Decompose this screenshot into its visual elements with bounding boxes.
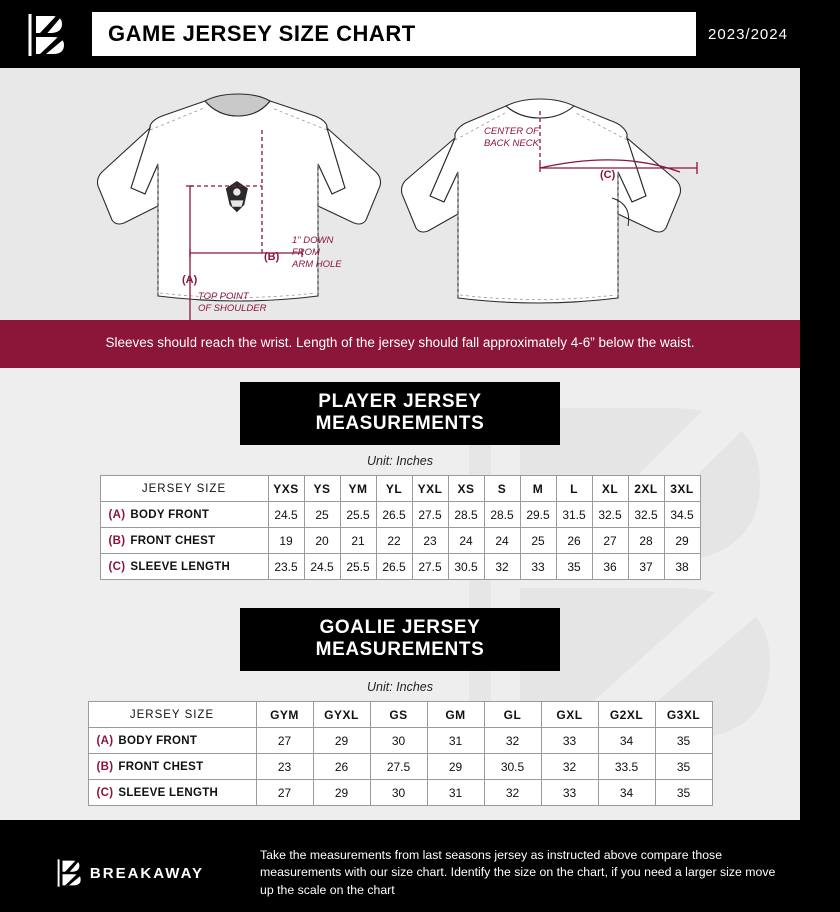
- goalie-measurement-cell: 33: [541, 780, 598, 806]
- goalie-measurement-cell: 27: [256, 728, 313, 754]
- player-measurement-cell: 37: [628, 554, 664, 580]
- player-measurement-cell: 32: [484, 554, 520, 580]
- player-measurement-cell: 28.5: [448, 502, 484, 528]
- table-row: [88, 728, 712, 754]
- jersey-diagram: [0, 68, 800, 320]
- player-measurement-cell: 27.5: [412, 502, 448, 528]
- player-measurement-cell: 25.5: [340, 554, 376, 580]
- table-row: [100, 528, 700, 554]
- goalie-measurement-cell: 32: [484, 780, 541, 806]
- player-measurement-cell: 30.5: [448, 554, 484, 580]
- goalie-measurement-cell: 30: [370, 780, 427, 806]
- table-row: [88, 754, 712, 780]
- player-measurement-cell: 23.5: [268, 554, 304, 580]
- player-section-title: PLAYER JERSEY MEASUREMENTS: [240, 382, 560, 445]
- player-measurement-cell: 26.5: [376, 502, 412, 528]
- player-measurement-cell: 23: [412, 528, 448, 554]
- player-measurement-cell: 32.5: [628, 502, 664, 528]
- goalie-measurement-cell: 27: [256, 780, 313, 806]
- goalie-measurement-cell: 30.5: [484, 754, 541, 780]
- goalie-size-header: GL: [484, 702, 541, 728]
- page-footer: [0, 834, 800, 912]
- back-jersey-illustration: [402, 106, 681, 303]
- goalie-measurement-cell: 23: [256, 754, 313, 780]
- player-size-header: S: [484, 476, 520, 502]
- player-measurement-cell: 36: [592, 554, 628, 580]
- player-measurement-cell: 28.5: [484, 502, 520, 528]
- player-measurement-cell: 26: [556, 528, 592, 554]
- marker-b-label: (B): [264, 251, 280, 263]
- page-title: GAME JERSEY SIZE CHART: [108, 21, 416, 46]
- player-measurement-cell: 25: [520, 528, 556, 554]
- player-measurement-cell: 25: [304, 502, 340, 528]
- goalie-measurements-table: [88, 701, 713, 806]
- goalie-measurement-cell: 27.5: [370, 754, 427, 780]
- goalie-measurement-cell: 32: [484, 728, 541, 754]
- player-size-header: YXL: [412, 476, 448, 502]
- goalie-section-title: GOALIE JERSEY MEASUREMENTS: [240, 608, 560, 671]
- goalie-measurement-cell: 33: [541, 728, 598, 754]
- breakaway-b-logo-icon: [26, 12, 66, 56]
- goalie-measurement-cell: 29: [313, 780, 370, 806]
- player-measurement-cell: 27: [592, 528, 628, 554]
- player-measurement-cell: 25.5: [340, 502, 376, 528]
- goalie-measurement-cell: 34: [598, 780, 655, 806]
- marker-c-label: (C): [600, 169, 616, 181]
- svg-text:BACK NECK: BACK NECK: [484, 138, 539, 149]
- player-measurement-cell: 24: [484, 528, 520, 554]
- player-measurement-cell: 24.5: [304, 554, 340, 580]
- player-measurement-cell: 38: [664, 554, 700, 580]
- measurements-area: [0, 368, 800, 834]
- goalie-size-header: G3XL: [655, 702, 712, 728]
- season-year: 2023/2024: [696, 12, 800, 56]
- page-header: [0, 0, 800, 68]
- goalie-table-header-row: [88, 702, 712, 728]
- row-marker: (B): [96, 760, 114, 773]
- goalie-size-header: GS: [370, 702, 427, 728]
- footer-brand-name: BREAKAWAY: [89, 864, 205, 882]
- player-measurements-table: [100, 475, 701, 580]
- table-row: [88, 780, 712, 806]
- goalie-measurement-cell: 29: [427, 754, 484, 780]
- player-size-header: 3XL: [664, 476, 700, 502]
- svg-text:TOP POINT: TOP POINT: [198, 291, 249, 302]
- player-size-header: YS: [304, 476, 340, 502]
- player-table-header-row: [100, 476, 700, 502]
- goalie-size-header: GM: [427, 702, 484, 728]
- footer-brand: [0, 857, 260, 889]
- goalie-unit-label: Unit: Inches: [366, 680, 433, 695]
- goalie-measurement-cell: 35: [655, 780, 712, 806]
- player-measurement-cell: 24.5: [268, 502, 304, 528]
- row-marker: (C): [108, 560, 126, 573]
- table-row: [100, 502, 700, 528]
- player-measurement-cell: 32.5: [592, 502, 628, 528]
- svg-text:OF SHOULDER: OF SHOULDER: [198, 303, 267, 314]
- goalie-row-label: (A) BODY FRONT: [88, 728, 256, 754]
- player-measurement-cell: 27.5: [412, 554, 448, 580]
- player-size-header: YL: [376, 476, 412, 502]
- goalie-measurement-cell: 35: [655, 728, 712, 754]
- player-size-label: JERSEY SIZE: [100, 476, 268, 502]
- goalie-measurement-cell: 34: [598, 728, 655, 754]
- player-size-header: YXS: [268, 476, 304, 502]
- breakaway-b-logo-icon-footer: [56, 857, 82, 889]
- player-measurement-cell: 31.5: [556, 502, 592, 528]
- player-measurement-cell: 29.5: [520, 502, 556, 528]
- player-measurement-cell: 24: [448, 528, 484, 554]
- player-size-header: 2XL: [628, 476, 664, 502]
- goalie-size-label: JERSEY SIZE: [88, 702, 256, 728]
- player-row-label: (B) FRONT CHEST: [100, 528, 268, 554]
- goalie-row-label: (C) SLEEVE LENGTH: [88, 780, 256, 806]
- player-row-label: (C) SLEEVE LENGTH: [100, 554, 268, 580]
- goalie-size-header: GXL: [541, 702, 598, 728]
- player-measurement-cell: 34.5: [664, 502, 700, 528]
- goalie-measurement-cell: 35: [655, 754, 712, 780]
- goalie-measurement-cell: 32: [541, 754, 598, 780]
- goalie-measurement-cell: 31: [427, 728, 484, 754]
- player-size-header: M: [520, 476, 556, 502]
- player-measurement-cell: 33: [520, 554, 556, 580]
- goalie-size-header: G2XL: [598, 702, 655, 728]
- goalie-measurement-cell: 26: [313, 754, 370, 780]
- player-size-header: L: [556, 476, 592, 502]
- player-measurement-cell: 19: [268, 528, 304, 554]
- svg-text:1" DOWN: 1" DOWN: [292, 235, 334, 246]
- fit-note: Sleeves should reach the wrist. Length of the jersey should fall approximately 4-6” below the waist.: [0, 320, 800, 368]
- goalie-size-header: GYXL: [313, 702, 370, 728]
- svg-text:FROM: FROM: [292, 247, 320, 258]
- row-marker: (A): [96, 734, 114, 747]
- player-measurement-cell: 26.5: [376, 554, 412, 580]
- goalie-row-label: (B) FRONT CHEST: [88, 754, 256, 780]
- row-marker: (B): [108, 534, 126, 547]
- spacer: [0, 820, 800, 834]
- player-measurement-cell: 29: [664, 528, 700, 554]
- goalie-section: [0, 594, 800, 806]
- brand-logo: [0, 0, 92, 68]
- goalie-measurement-cell: 33.5: [598, 754, 655, 780]
- player-row-label: (A) BODY FRONT: [100, 502, 268, 528]
- svg-text:ARM HOLE: ARM HOLE: [292, 259, 342, 270]
- svg-text:CENTER OF: CENTER OF: [484, 126, 539, 137]
- player-section: [0, 368, 800, 580]
- table-row: [100, 554, 700, 580]
- goalie-measurement-cell: 30: [370, 728, 427, 754]
- goalie-measurement-cell: 31: [427, 780, 484, 806]
- player-size-header: XL: [592, 476, 628, 502]
- goalie-measurement-cell: 29: [313, 728, 370, 754]
- player-unit-label: Unit: Inches: [366, 454, 433, 469]
- player-measurement-cell: 22: [376, 528, 412, 554]
- player-size-header: YM: [340, 476, 376, 502]
- player-measurement-cell: 28: [628, 528, 664, 554]
- footer-instructions: Take the measurements from last seasons jersey as instructed above compare those measurements with our size chart. Identify the size on the chart, if you need a larger size move up the scale on the chart: [260, 847, 776, 898]
- row-marker: (A): [108, 508, 126, 521]
- player-measurement-cell: 35: [556, 554, 592, 580]
- player-measurement-cell: 20: [304, 528, 340, 554]
- marker-a-label: (A): [182, 274, 198, 286]
- row-marker: (C): [96, 786, 114, 799]
- goalie-size-header: GYM: [256, 702, 313, 728]
- player-measurement-cell: 21: [340, 528, 376, 554]
- page-title-bar: [92, 12, 696, 56]
- player-size-header: XS: [448, 476, 484, 502]
